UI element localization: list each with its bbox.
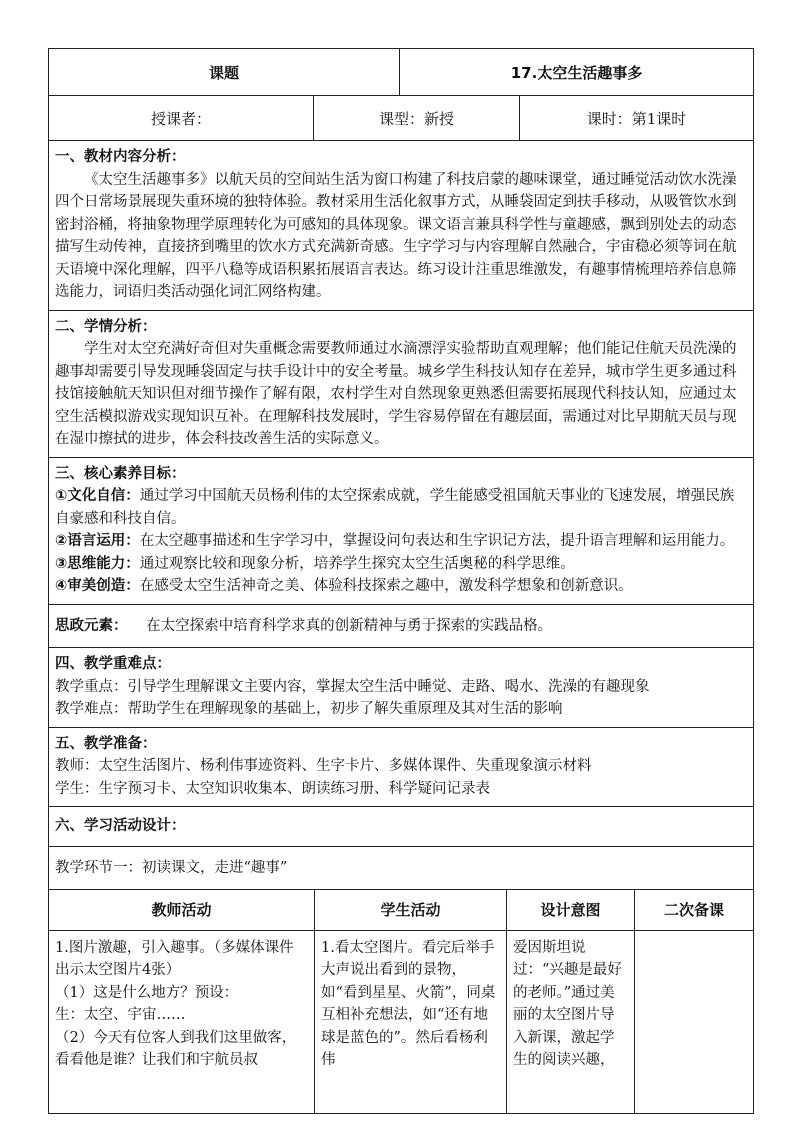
key-point: 教学重点：引导学生理解课文主要内容，掌握太空生活中睡觉、走路、喝水、洗澡的有趣现象	[55, 678, 650, 695]
activity-table	[48, 889, 754, 1114]
section-preparation	[49, 727, 754, 807]
section-heading: 二、学情分析：	[55, 318, 157, 335]
header-design-intent: 设计意图	[507, 889, 635, 930]
goal-item: ④审美创造：在感受太空生活神奇之美、体验科技探索之趣中，激发科学想象和创新意识。	[55, 578, 633, 594]
phase-title: 教学环节一：初读课文，走进“趣事”	[49, 846, 754, 889]
lesson-plan-table	[48, 48, 754, 890]
teacher-field: 授课者：	[49, 96, 314, 141]
section-heading: 五、教学准备：	[55, 735, 157, 752]
difficult-point: 教学难点：帮助学生在理解现象的基础上，初步了解失重原理及其对生活的影响	[55, 701, 563, 717]
goal-item: ②语言运用：在太空趣事描述和生字学习中，掌握设问句表达和生字识记方法，提升语言理解和运用能力。	[55, 533, 735, 549]
section-core-goals	[49, 457, 754, 604]
section-key-points	[49, 648, 754, 728]
section-heading: 三、核心素养目标：	[55, 465, 186, 482]
goal-item: ③思维能力：通过观察比较和现象分析，培养学生探究太空生活奥秘的科学思维。	[55, 555, 575, 572]
lesson-plan-page	[48, 48, 753, 1114]
ideology-label: 思政元素：	[55, 617, 128, 634]
teacher-activity-line: 1.图片激趣，引入趣事。（多媒体课件出示太空图片4张）	[55, 939, 294, 978]
section-text: 学生对太空充满好奇但对失重概念需要教师通过水滴漂浮实验帮助直观理解；他们能记住航天员洗澡的趣事却需要引导发现睡袋固定与扶手设计中的安全考量。城乡学生科技认知存在差异，城市学生更多通过科技馆接触航天知识但对细节操作了解有限，农村学生对自然现象更熟悉但需要拓展现代科技认知，应通过太空生活模拟游戏实现知识互补。在理解科技发展时，学生容易停留在有趣层面，需通过对比早期航天员与现在湿巾擦拭的进步，体会科技改善生活的实际意义。	[55, 341, 737, 447]
design-intent-text: 爱因斯坦说过：“兴趣是最好的老师。”通过美丽的太空图片导入新课，激起学生的阅读兴趣，	[513, 939, 622, 1068]
teacher-activity-line: （1）这是什么地方？预设：	[55, 984, 239, 1001]
section-ideology	[49, 604, 754, 648]
ideology-text: 在太空探索中培育科学求真的创新精神与勇于探索的实践品格。	[146, 617, 553, 634]
section-material-analysis	[49, 141, 754, 311]
second-prep-cell[interactable]	[635, 930, 754, 1113]
section-activity-design	[49, 807, 754, 847]
lesson-period: 课时：第1课时	[520, 96, 754, 141]
section-text: 《太空生活趣事多》以航天员的空间站生活为窗口构建了科技启蒙的趣味课堂，通过睡觉活动饮水洗澡四个日常场景展现失重环境的独特体验。教材采用生活化叙事方式，从睡袋固定到扶手移动，从吸管饮水到密封浴桶，将抽象物理学原理转化为可感知的具体现象。课文语言兼具科学性与童趣感，飘到别处去的动态描写生动传神，直接挤到嘴里的饮水方式充满新奇感。生字学习与内容理解自然融合，宇宙稳必须等词在航天语境中深化理解，四平八稳等成语积累拓展语言表达。练习设计注重思维激发，有趣事情梳理培养信息筛选能力，词语归类活动强化词汇网络构建。	[55, 171, 737, 300]
section-learner-analysis	[49, 310, 754, 457]
topic-label: 课题	[49, 49, 400, 96]
lesson-type: 课型：新授	[314, 96, 520, 141]
design-intent-cell	[507, 930, 635, 1113]
teacher-activity-line: （2）今天有位客人到我们这里做客，看看他是谁？让我们和宇航员叔	[55, 1029, 297, 1068]
section-heading: 四、教学重难点：	[55, 656, 171, 672]
header-second-prep: 二次备课	[635, 889, 754, 930]
goal-item: ①文化自信：通过学习中国航天员杨利伟的太空探索成就，学生能感受祖国航天事业的飞速发展，增强民族自豪感和科技自信。	[55, 488, 735, 527]
student-activity-cell	[315, 930, 507, 1113]
topic-value: 17.太空生活趣事多	[400, 49, 754, 96]
header-teacher-activity: 教师活动	[49, 889, 315, 930]
teacher-preparation: 教师：太空生活图片、杨利伟事迹资料、生字卡片、多媒体课件、失重现象演示材料	[55, 758, 592, 774]
student-activity-text: 1.看太空图片。看完后举手大声说出看到的景物，如“看到星星、火箭”，同桌互相补充想法，如“还有地球是蓝色的”。然后看杨利伟	[321, 939, 496, 1068]
section-heading: 一、教材内容分析：	[55, 149, 186, 165]
header-student-activity: 学生活动	[315, 889, 507, 930]
student-preparation: 学生：生字预习卡、太空知识收集本、朗读练习册、科学疑问记录表	[55, 780, 490, 797]
teacher-activity-line: 生：太空、宇宙……	[55, 1007, 186, 1023]
section-heading: 六、学习活动设计：	[55, 818, 186, 834]
teacher-activity-cell	[49, 930, 315, 1113]
